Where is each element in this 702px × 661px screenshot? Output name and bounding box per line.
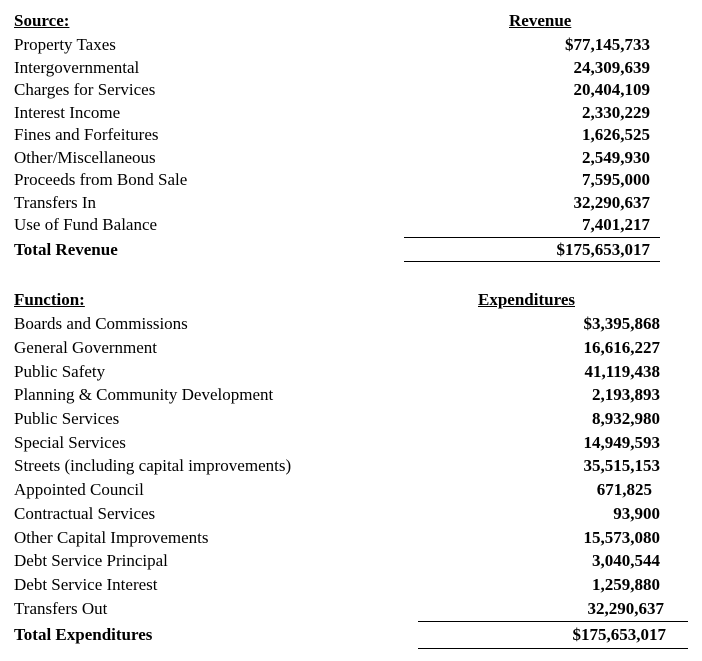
revenue-row — [0, 214, 702, 236]
expenditure-label: Appointed Council — [14, 480, 144, 499]
expenditure-value: 3,040,544 — [592, 551, 660, 570]
revenue-value: 24,309,639 — [573, 58, 650, 77]
expenditure-label: Public Services — [14, 409, 120, 428]
revenue-value: 2,330,229 — [582, 103, 650, 122]
total-expenditures-label: Total Expenditures — [14, 625, 153, 644]
expenditure-label: Debt Service Interest — [14, 575, 158, 594]
revenue-label: Other/Miscellaneous — [14, 148, 156, 167]
revenue-label: Intergovernmental — [14, 58, 140, 77]
revenue-row — [0, 79, 702, 101]
revenue-label: Property Taxes — [14, 35, 116, 54]
expenditure-row — [0, 598, 702, 620]
expenditure-value: 8,932,980 — [592, 409, 660, 428]
revenue-total-row — [0, 239, 702, 261]
expenditure-total-row — [0, 624, 702, 646]
revenue-value: 20,404,109 — [573, 80, 650, 99]
expenditure-value: 93,900 — [613, 504, 660, 523]
revenue-row — [0, 169, 702, 191]
expenditure-label: Debt Service Principal — [14, 551, 168, 570]
expenditure-row — [0, 574, 702, 596]
expenditure-label: Contractual Services — [14, 504, 156, 523]
expenditure-label: Other Capital Improvements — [14, 528, 209, 547]
total-revenue-value: $175,653,017 — [556, 240, 650, 259]
revenue-label: Interest Income — [14, 103, 121, 122]
revenue-value: 7,595,000 — [582, 170, 650, 189]
expenditures-column-header: Expenditures — [478, 290, 575, 309]
revenue-header-row — [0, 10, 702, 32]
revenue-row — [0, 34, 702, 56]
revenue-label: Fines and Forfeitures — [14, 125, 159, 144]
expenditure-label: Planning & Community Development — [14, 385, 274, 404]
revenue-row — [0, 124, 702, 146]
expenditure-value: 14,949,593 — [583, 433, 660, 452]
revenue-value: 32,290,637 — [573, 193, 650, 212]
expenditure-value: $3,395,868 — [583, 314, 660, 333]
function-header: Function: — [14, 290, 85, 309]
revenue-total-bottom-rule — [404, 261, 660, 262]
expenditure-total-top-rule — [418, 621, 688, 622]
expenditure-row — [0, 550, 702, 572]
expenditure-value: 15,573,080 — [583, 528, 660, 547]
expenditure-value: 671,825 — [596, 480, 652, 499]
revenue-label: Charges for Services — [14, 80, 156, 99]
expenditure-row — [0, 503, 702, 525]
source-header: Source: — [14, 11, 70, 30]
revenue-row — [0, 192, 702, 214]
expenditure-value: 2,193,893 — [592, 385, 660, 404]
revenue-column-header: Revenue — [509, 11, 572, 30]
revenue-row — [0, 147, 702, 169]
expenditure-label: General Government — [14, 338, 158, 357]
revenue-label: Proceeds from Bond Sale — [14, 170, 188, 189]
expenditure-value: 16,616,227 — [583, 338, 660, 357]
expenditure-value: 41,119,438 — [584, 362, 660, 381]
expenditure-row — [0, 455, 702, 477]
expenditure-row — [0, 479, 702, 501]
expenditure-value: 35,515,153 — [583, 456, 660, 475]
revenue-total-top-rule — [404, 237, 660, 238]
expenditure-label: Public Safety — [14, 362, 106, 381]
expenditure-row — [0, 432, 702, 454]
expenditure-label: Streets (including capital improvements) — [14, 456, 292, 475]
expenditure-row — [0, 527, 702, 549]
revenue-value: 1,626,525 — [582, 125, 650, 144]
total-expenditures-value: $175,653,017 — [572, 625, 666, 644]
revenue-label: Transfers In — [14, 193, 97, 212]
expenditure-row — [0, 408, 702, 430]
expenditure-value: 1,259,880 — [592, 575, 660, 594]
expenditure-value: 32,290,637 — [587, 599, 664, 618]
revenue-label: Use of Fund Balance — [14, 215, 158, 234]
total-revenue-label: Total Revenue — [14, 240, 118, 259]
expenditure-header-row — [0, 289, 702, 311]
expenditure-row — [0, 337, 702, 359]
expenditure-row — [0, 313, 702, 335]
expenditure-row — [0, 361, 702, 383]
expenditure-label: Transfers Out — [14, 599, 108, 618]
expenditure-label: Special Services — [14, 433, 126, 452]
revenue-row — [0, 57, 702, 79]
expenditure-row — [0, 384, 702, 406]
revenue-value: $77,145,733 — [565, 35, 650, 54]
expenditure-total-bottom-rule — [418, 648, 688, 649]
revenue-value: 7,401,217 — [582, 215, 650, 234]
expenditure-label: Boards and Commissions — [14, 314, 188, 333]
revenue-value: 2,549,930 — [582, 148, 650, 167]
revenue-row — [0, 102, 702, 124]
